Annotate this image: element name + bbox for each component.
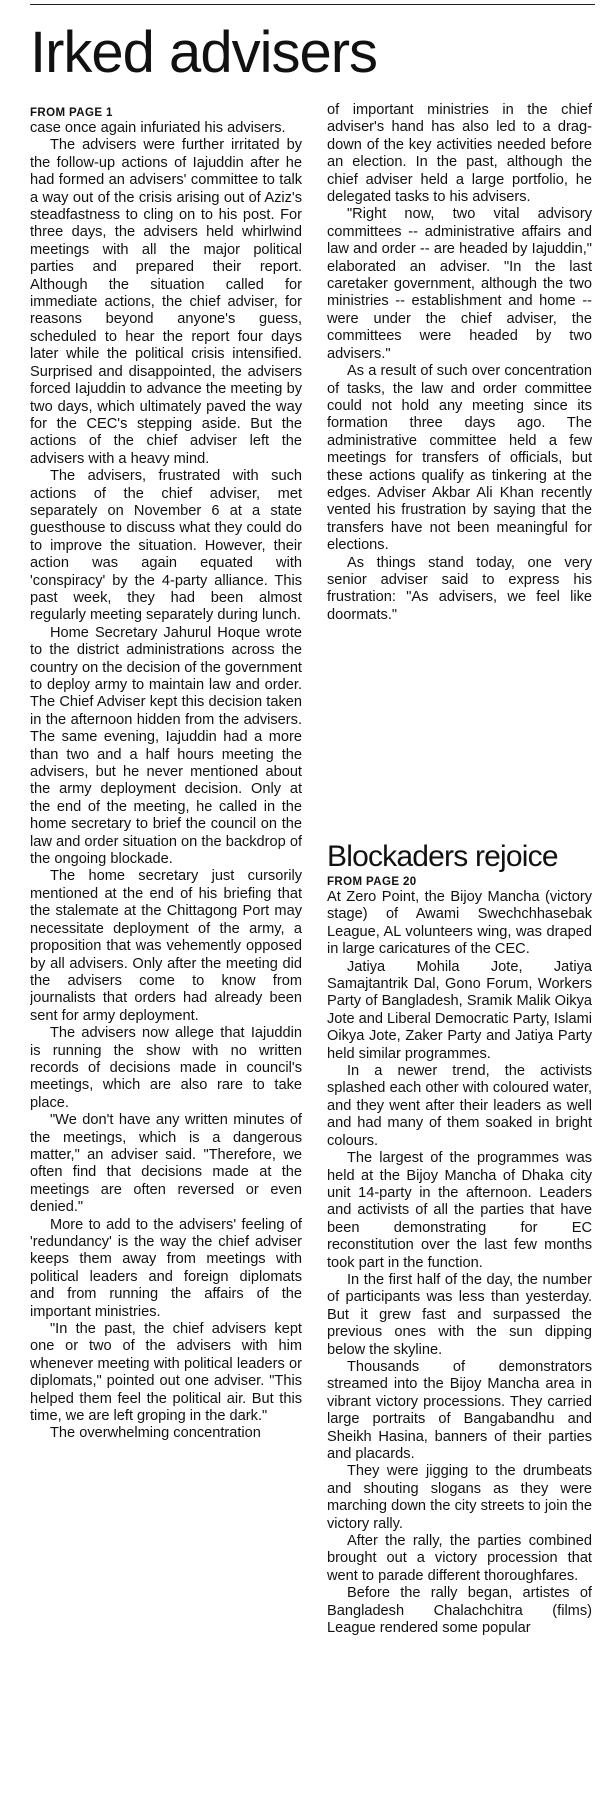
paragraph: In the first half of the day, the number of participants was less than yesterday. But it grew fast and surpassed the previous ones with the sun dipping below the skyline. [327, 1271, 592, 1358]
paragraph: The advisers now allege that Iajuddin is running the show with no written records of decisions made in council's meetings, which are also rare to take place. [30, 1025, 302, 1111]
article2-column [327, 838, 592, 1803]
top-rule [30, 4, 595, 5]
paragraph: As things stand today, one very senior adviser said to express his frustration: "As advisers, we feel like doormats." [327, 554, 592, 623]
paragraph: The advisers were further irritated by the follow-up actions of Iajuddin after he had formed an advisers' committee to talk a way out of the crisis arising out of Aziz's steadfastness to cling on to his post. For three days, the advisers held whirlwind meetings with all the major political parties and prepared their report. Although the situation called for immediate actions, the chief adviser, for reasons beyond anyone's guess, scheduled to hear the report four days later while the political crisis intensified. Surprised and disappointed, the advisers forced Iajuddin to advance the meeting by two days, which ultimately paved the way for the CEC's stepping aside. But the actions of the chief adviser left the advisers with a heavy mind. [30, 137, 302, 467]
paragraph: More to add to the advisers' feeling of 'redundancy' is the way the chief adviser keeps them away from meetings with political leaders and foreign diplomats and from running the affairs of the important ministries. [30, 1216, 302, 1320]
article1-column-1 [30, 102, 302, 1802]
kicker-from-page-1: FROM PAGE 1 [30, 107, 113, 119]
headline-irked-advisers: Irked advisers [30, 20, 378, 85]
kicker-from-page-20: FROM PAGE 20 [327, 876, 417, 888]
paragraph: In a newer trend, the activists splashed each other with coloured water, and they went after their leaders as well and had many of them soaked in bright colours. [327, 1063, 592, 1149]
paragraph: Jatiya Mohila Jote, Jatiya Samajtantrik Dal, Gono Forum, Workers Party of Bangladesh, Sramik Malik Oikya Jote and Liberal Democratic Party, Islami Oikya Jote, Zaker Party and Jatiya Party held similar programmes. [327, 958, 592, 1062]
paragraph: "In the past, the chief advisers kept one or two of the advisers with him whenever meeting with political leaders or diplomats," pointed out one adviser. "This helped them feel the political air. But this time, we are left groping in the dark." [30, 1321, 302, 1425]
paragraph: of important ministries in the chief adviser's hand has also led to a drag-down of the key activities needed before an election. In the past, although the chief adviser held a large portfolio, he delegated tasks to his advisers. [327, 102, 592, 206]
paragraph: At Zero Point, the Bijoy Mancha (victory stage) of Awami Swechchhasebak League, AL volunteers wing, was draped in large caricatures of the CEC. [327, 889, 592, 958]
paragraph: The largest of the programmes was held at the Bijoy Mancha of Dhaka city unit 14-party in the afternoon. Leaders and activists of all the parties that have been demonstrating for EC reconstitution over the last few months took part in the function. [327, 1150, 592, 1271]
headline-blockaders-rejoice: Blockaders rejoice [327, 840, 558, 873]
paragraph: The advisers, frustrated with such actions of the chief adviser, met separately on November 6 at a state guesthouse to discuss what they could do to improve the situation. However, their action was again equated with 'conspiracy' by the 4-party alliance. This past week, they had been almost regularly meeting separately during lunch. [30, 468, 302, 624]
paragraph: After the rally, the parties combined brought out a victory procession that went to parade different thoroughfares. [327, 1533, 592, 1584]
paragraph: Thousands of demonstrators streamed into the Bijoy Mancha area in vibrant victory processions. They carried large portraits of Bangabandhu and Sheikh Hasina, banners of their parties and placards. [327, 1358, 592, 1462]
paragraph: case once again infuriated his advisers. [30, 120, 286, 136]
paragraph: "We don't have any written minutes of the meetings, which is a dangerous matter," an adviser said. "Therefore, we often find that decisions made at the meetings are often reversed or even denied." [30, 1112, 302, 1216]
paragraph: Home Secretary Jahurul Hoque wrote to the district administrations across the country on the decision of the government to deploy army to maintain law and order. The Chief Adviser kept this decision taken in the afternoon hidden from the advisers. The same evening, Iajuddin had a more than two and a half hours meeting the advisers, but he never mentioned about the army deployment decision. Only at the end of the meeting, he called in the home secretary to brief the council on the law and order situation on the backdrop of the ongoing blockade. [30, 624, 302, 868]
paragraph: They were jigging to the drumbeats and shouting slogans as they were marching down the city streets to join the victory rally. [327, 1463, 592, 1532]
paragraph: As a result of such over concentration of tasks, the law and order committee could not hold any meeting since its formation three days ago. The administrative committee held a few meetings for transfers of officials, but these actions qualify as tinkering at the edges. Adviser Akbar Ali Khan recently vented his frustration by saying that the transfers have not been meaningful for elections. [327, 363, 592, 554]
paragraph: "Right now, two vital advisory committees -- administrative affairs and law and order -- are headed by Iajuddin," elaborated an adviser. "In the last caretaker government, although the two ministries -- establishment and home -- were under the chief adviser, the committees were headed by two advisers." [327, 206, 592, 362]
article1-column-2 [327, 102, 592, 722]
paragraph: The home secretary just cursorily mentioned at the end of his briefing that the stalemate at the Chittagong Port may necessitate deployment of the army, a proposition that was vehemently opposed by all advisers. Only after the meeting did the advisers come to know from journalists that orders had already been sent for army deployment. [30, 868, 302, 1024]
paragraph: The overwhelming concentration [50, 1425, 261, 1442]
paragraph: Before the rally began, artistes of Bangladesh Chalachchitra (films) League rendered some popular [327, 1585, 592, 1637]
